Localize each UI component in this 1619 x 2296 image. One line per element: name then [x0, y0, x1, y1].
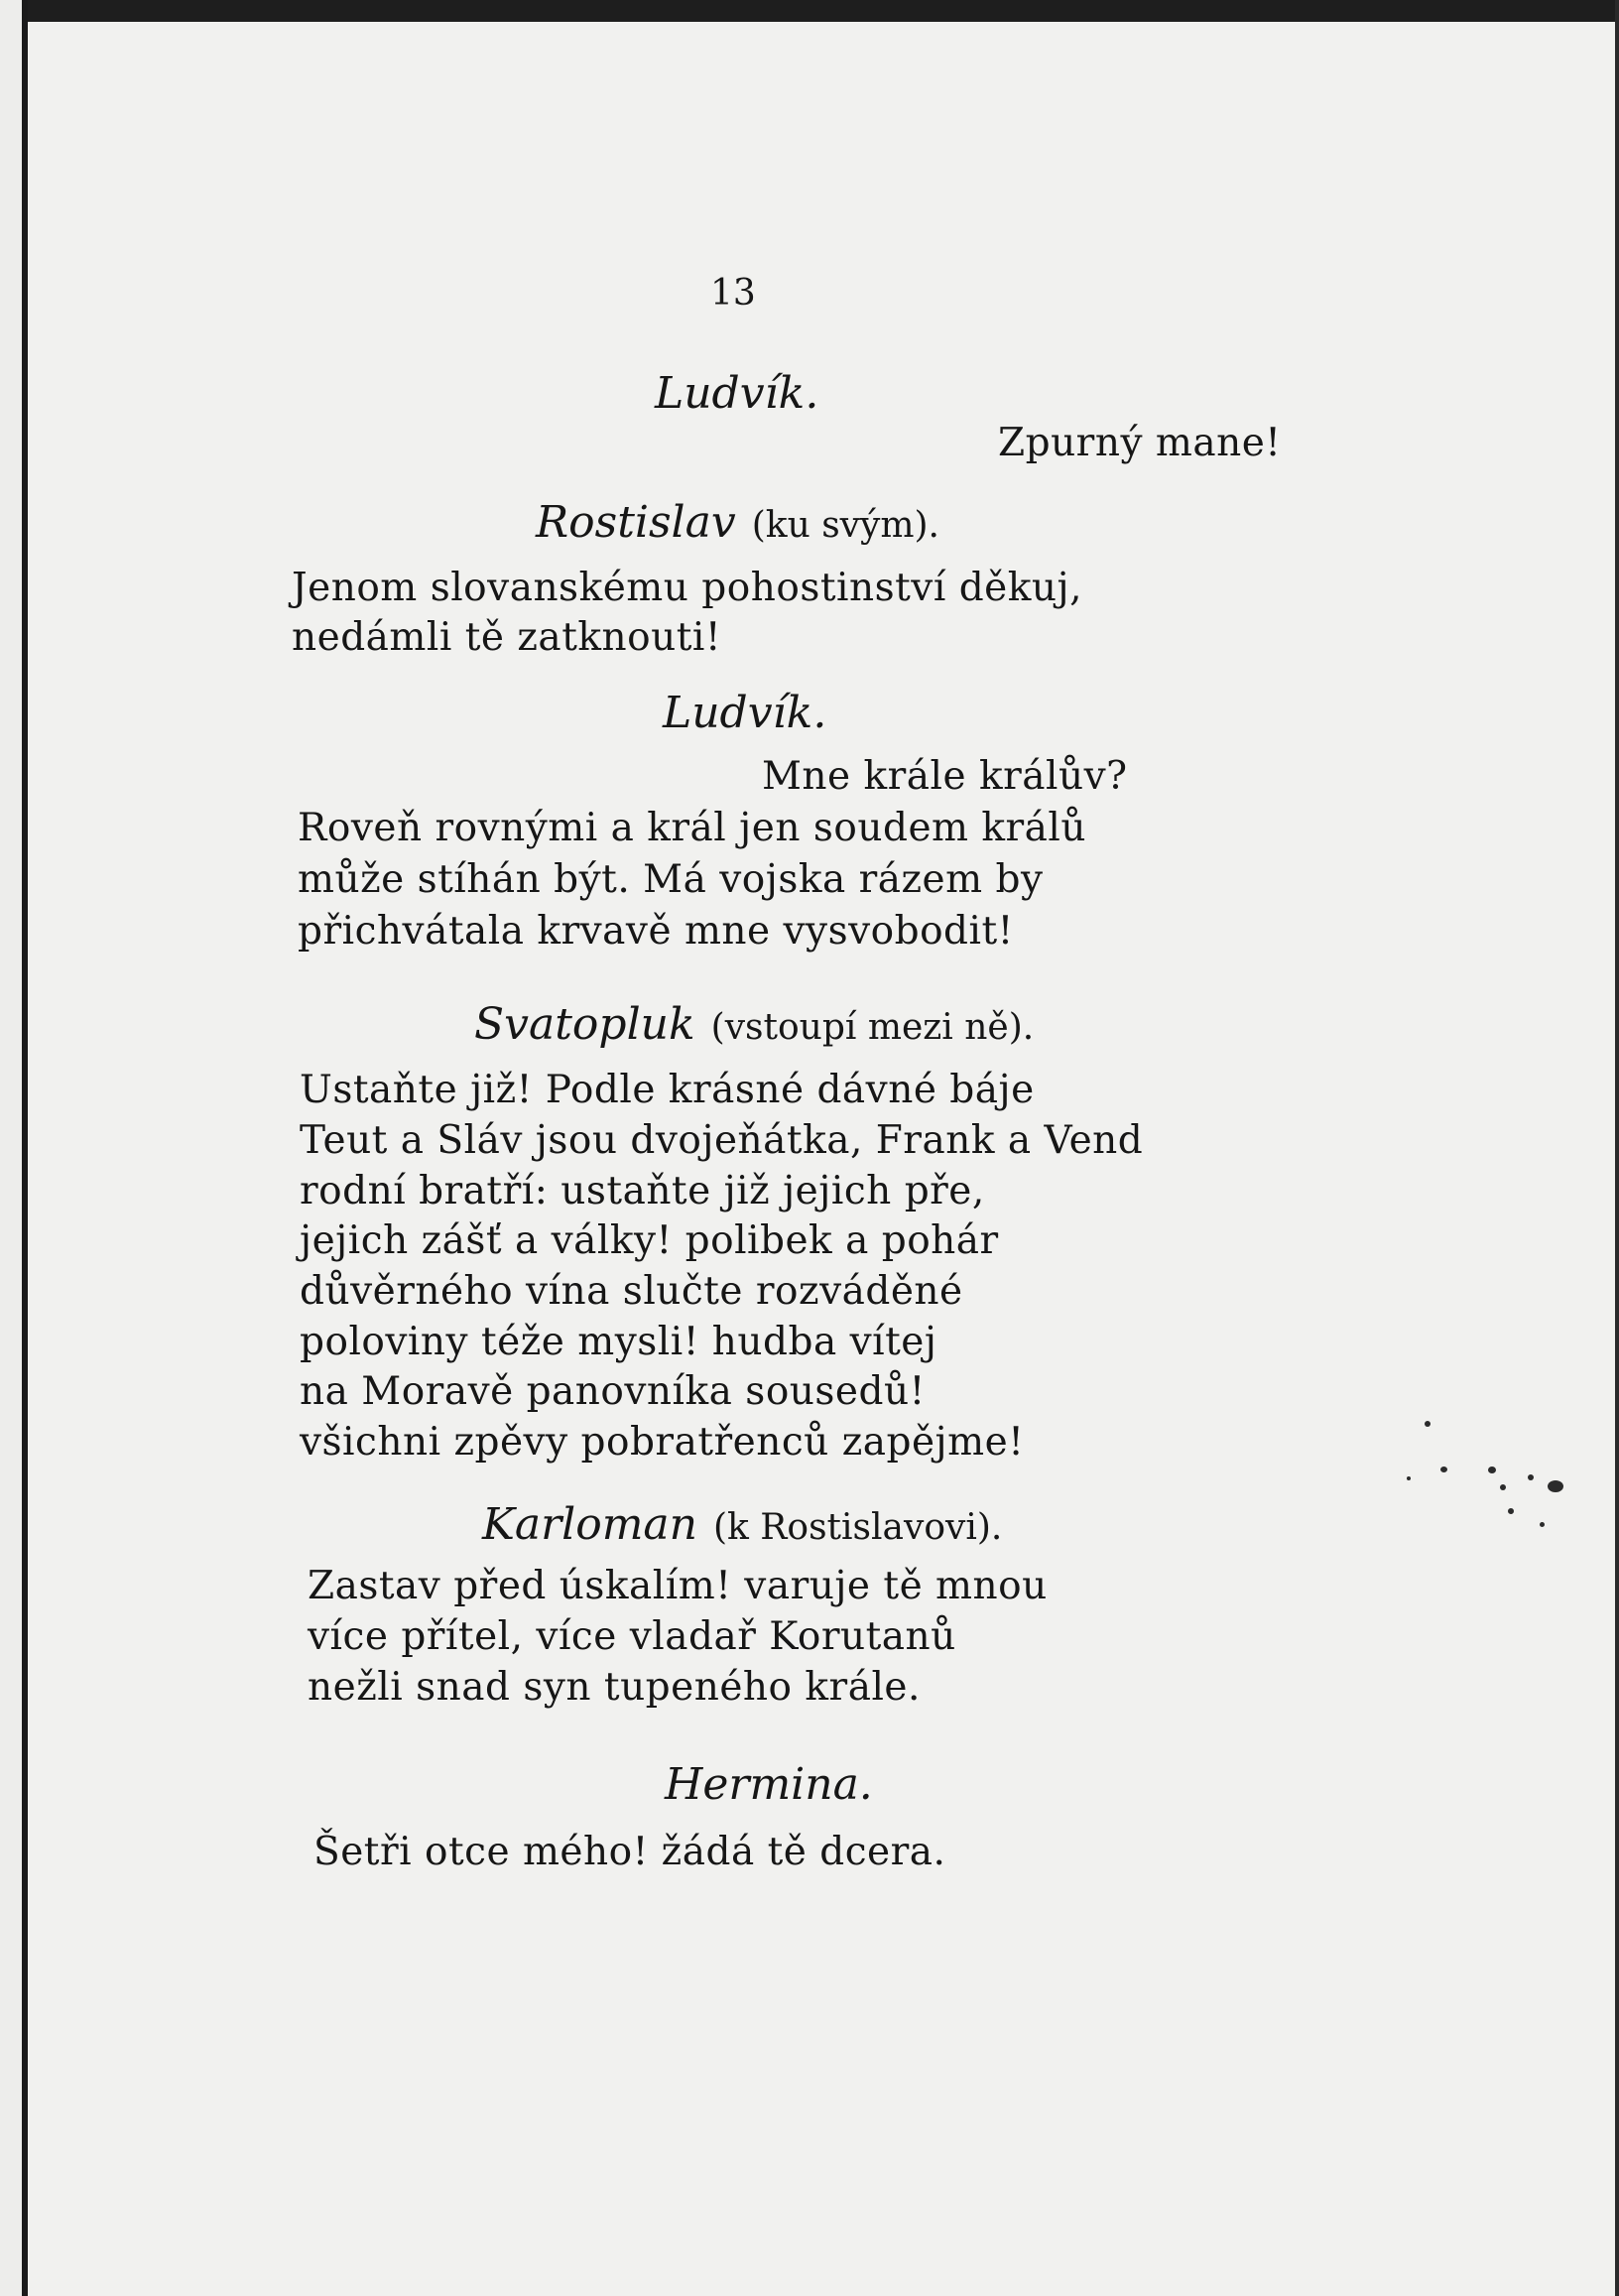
verse-line: Ustaňte již! Podle krásné dávné báje: [300, 1068, 1035, 1112]
scan-speck: [1407, 1476, 1411, 1480]
scan-speck: [1548, 1480, 1563, 1492]
scan-left-border: [0, 0, 28, 2296]
page-number: 13: [710, 273, 756, 314]
speaker-ludvik-1: [655, 367, 818, 421]
verse-line: Roveň rovnými a král jen soudem králů: [298, 806, 1087, 850]
speaker-svatopluk: [474, 998, 1034, 1055]
verse-line: rodní bratří: ustaňte již jejich pře,: [300, 1169, 985, 1213]
verse-line: všichni zpěvy pobratřenců zapějme!: [300, 1420, 1025, 1465]
speaker-karloman: [482, 1498, 1002, 1555]
speaker-name: Ludvík.: [663, 688, 827, 738]
scan-speck: [1425, 1421, 1431, 1427]
scan-speck: [1500, 1484, 1506, 1490]
verse-line: nedámli tě zatknouti!: [292, 615, 722, 660]
verse-line: Teut a Sláv jsou dvojeňátka, Frank a Vend: [300, 1118, 1144, 1163]
scan-speck: [1540, 1522, 1545, 1527]
speaker-name: Svatopluk: [474, 999, 695, 1050]
verse-line: na Moravě panovníka sousedů!: [300, 1369, 926, 1414]
verse-line: poloviny téže mysli! hudba vítej: [300, 1320, 937, 1364]
scan-right-border: [1615, 0, 1619, 2296]
verse-line: jejich zášť a války! polibek a pohár: [300, 1218, 999, 1263]
stage-direction: (vstoupí mezi ně).: [710, 1007, 1035, 1048]
stage-direction: (k Rostislavovi).: [713, 1507, 1003, 1548]
speaker-name: Hermina.: [665, 1759, 873, 1810]
speaker-hermina: [665, 1758, 873, 1812]
verse-line: více přítel, více vladař Korutanů: [308, 1614, 956, 1659]
verse-line: důvěrného vína slučte rozváděné: [300, 1269, 963, 1314]
verse-line: nežli snad syn tupeného krále.: [308, 1665, 921, 1710]
verse-line: Jenom slovanskému pohostinství děkuj,: [292, 566, 1082, 610]
speaker-name: Ludvík.: [655, 368, 819, 419]
scan-speck: [1528, 1474, 1534, 1480]
speaker-name: Karloman: [482, 1499, 697, 1550]
verse-line: může stíhán být. Má vojska rázem by: [298, 857, 1044, 902]
verse-line: Šetři otce mého! žádá tě dcera.: [313, 1830, 946, 1874]
speaker-ludvik-2: [663, 687, 826, 740]
speaker-name: Rostislav: [536, 497, 736, 548]
speaker-rostislav: [536, 496, 939, 553]
stage-direction: (ku svým).: [751, 505, 939, 546]
verse-line: Zastav před úskalím! varuje tě mnou: [308, 1564, 1048, 1608]
scan-speck: [1440, 1467, 1447, 1472]
verse-line: Mne krále králův?: [762, 754, 1128, 799]
verse-line: Zpurný mane!: [998, 421, 1282, 465]
scan-top-border: [0, 0, 1619, 22]
scan-speck: [1508, 1508, 1514, 1514]
scan-speck: [1488, 1467, 1496, 1473]
verse-line: přichvátala krvavě mne vysvobodit!: [298, 909, 1014, 954]
